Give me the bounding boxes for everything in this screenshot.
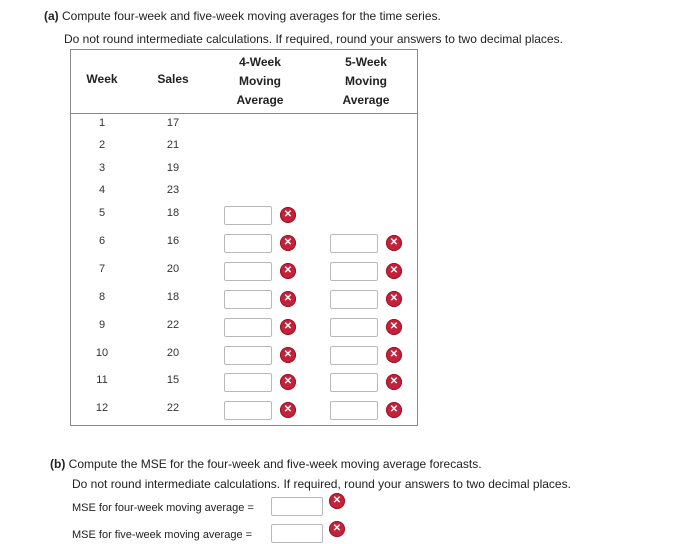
incorrect-x-icon: ✕ [386, 235, 402, 251]
incorrect-x-icon: ✕ [280, 319, 296, 335]
part-a-instruction: Do not round intermediate calculations. If required, round your answers to two decimal places. [64, 32, 563, 46]
incorrect-x-icon: ✕ [280, 235, 296, 251]
sales-cell: 19 [166, 162, 180, 174]
week-cell: 9 [98, 319, 106, 331]
header-four-week [220, 53, 300, 110]
four-week-ma-input[interactable] [224, 290, 272, 309]
mse-four-week-label: MSE for four-week moving average = [72, 502, 254, 514]
sales-cell: 23 [166, 184, 180, 196]
week-cell: 2 [98, 139, 106, 151]
header-five-week [326, 53, 406, 110]
five-week-ma-input[interactable] [330, 373, 378, 392]
header-four-week-line1: 4-Week [239, 55, 281, 69]
four-week-ma-input[interactable] [224, 262, 272, 281]
week-cell: 11 [96, 374, 108, 386]
header-five-week-line2: Moving [345, 74, 387, 88]
incorrect-x-icon: ✕ [386, 402, 402, 418]
part-b-heading [50, 457, 482, 471]
incorrect-x-icon: ✕ [329, 521, 345, 537]
four-week-ma-input[interactable] [224, 373, 272, 392]
incorrect-x-icon: ✕ [280, 402, 296, 418]
incorrect-x-icon: ✕ [329, 493, 345, 509]
five-week-ma-input[interactable] [330, 318, 378, 337]
five-week-ma-input[interactable] [330, 290, 378, 309]
part-b-title: Compute the MSE for the four-week and five-week moving average forecasts. [68, 457, 482, 471]
table-left-border [70, 49, 71, 426]
five-week-ma-input[interactable] [330, 401, 378, 420]
incorrect-x-icon: ✕ [280, 374, 296, 390]
week-cell: 6 [98, 235, 106, 247]
four-week-ma-input[interactable] [224, 206, 272, 225]
sales-cell: 22 [166, 319, 180, 331]
five-week-ma-input[interactable] [330, 262, 378, 281]
part-a-heading [44, 9, 441, 23]
sales-cell: 20 [166, 347, 180, 359]
four-week-ma-input[interactable] [224, 318, 272, 337]
four-week-ma-input[interactable] [224, 346, 272, 365]
four-week-ma-input[interactable] [224, 234, 272, 253]
week-cell: 1 [98, 117, 106, 129]
sales-cell: 20 [166, 263, 180, 275]
incorrect-x-icon: ✕ [386, 319, 402, 335]
incorrect-x-icon: ✕ [386, 291, 402, 307]
week-cell: 5 [98, 207, 106, 219]
part-b-label: (b) [50, 457, 66, 471]
incorrect-x-icon: ✕ [280, 207, 296, 223]
sales-cell: 16 [166, 235, 180, 247]
table-right-border [417, 49, 418, 426]
header-week: Week [86, 72, 118, 86]
sales-cell: 18 [166, 207, 180, 219]
header-sales: Sales [157, 72, 189, 86]
incorrect-x-icon: ✕ [386, 374, 402, 390]
incorrect-x-icon: ✕ [280, 291, 296, 307]
header-four-week-line3: Average [236, 93, 284, 107]
week-cell: 10 [95, 347, 109, 359]
mse-four-week-input[interactable] [271, 497, 323, 516]
week-cell: 8 [98, 291, 106, 303]
part-b-instruction: Do not round intermediate calculations. If required, round your answers to two decimal places. [72, 477, 571, 491]
four-week-ma-input[interactable] [224, 401, 272, 420]
sales-cell: 22 [166, 402, 180, 414]
table-top-border [70, 49, 418, 50]
week-cell: 3 [98, 162, 106, 174]
five-week-ma-input[interactable] [330, 346, 378, 365]
header-four-week-line2: Moving [239, 74, 281, 88]
week-cell: 4 [98, 184, 106, 196]
week-cell: 12 [95, 402, 109, 414]
sales-cell: 21 [166, 139, 180, 151]
header-five-week-line1: 5-Week [345, 55, 387, 69]
part-a-title: Compute four-week and five-week moving averages for the time series. [62, 9, 441, 23]
mse-five-week-label: MSE for five-week moving average = [72, 529, 253, 541]
incorrect-x-icon: ✕ [280, 347, 296, 363]
sales-cell: 15 [166, 374, 180, 386]
header-five-week-line3: Average [342, 93, 390, 107]
week-cell: 7 [98, 263, 106, 275]
five-week-ma-input[interactable] [330, 234, 378, 253]
table-header-divider [70, 113, 418, 114]
part-a-label: (a) [44, 9, 59, 23]
table-bottom-border [70, 425, 418, 426]
mse-five-week-input[interactable] [271, 524, 323, 543]
incorrect-x-icon: ✕ [386, 347, 402, 363]
sales-cell: 18 [166, 291, 180, 303]
sales-cell: 17 [166, 117, 180, 129]
incorrect-x-icon: ✕ [280, 263, 296, 279]
incorrect-x-icon: ✕ [386, 263, 402, 279]
